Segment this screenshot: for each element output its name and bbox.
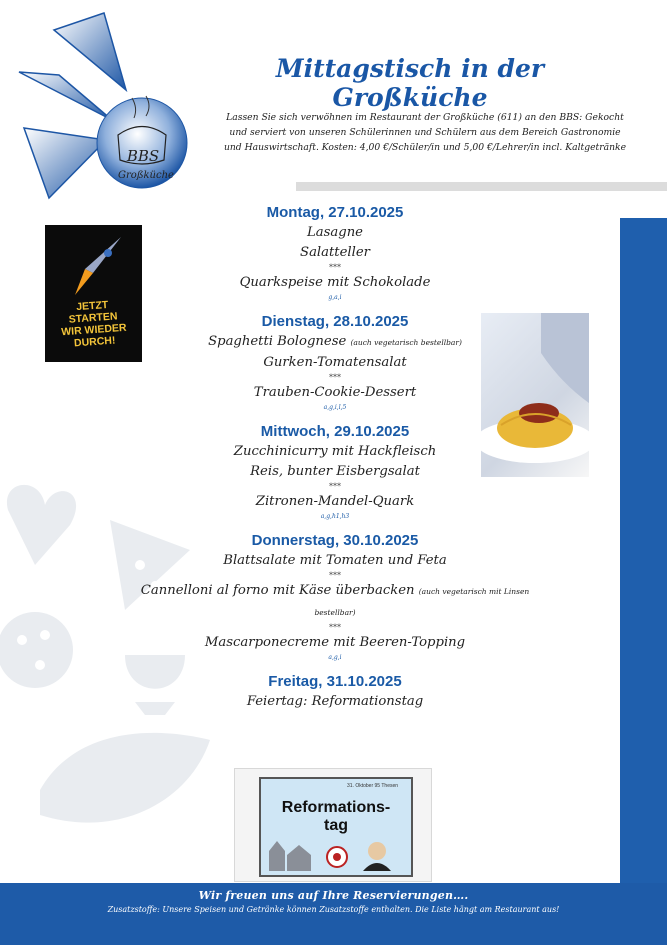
day-friday (120, 673, 550, 712)
additive-codes: a,g,h1,h3 (320, 513, 350, 520)
reformation-sign (259, 777, 413, 877)
side-dish: Reis, bunter Eisbergsalat (250, 464, 420, 479)
weekly-menu (120, 204, 550, 722)
day-tuesday (120, 313, 550, 413)
main-dish-name: Spaghetti Bolognese (208, 334, 347, 349)
main-dish (120, 581, 550, 623)
reformation-word: Reformations- (281, 799, 391, 816)
day-thursday (120, 532, 550, 663)
additive-codes: a,g,i,l,5 (323, 404, 347, 411)
main-dish: Lasagne (307, 225, 363, 240)
cookie-icon (0, 612, 73, 688)
separator: *** (329, 623, 341, 632)
dessert: Zitronen-Mandel-Quark (255, 494, 415, 509)
separator: *** (329, 571, 341, 580)
header-divider (296, 182, 667, 191)
heart-icon (7, 485, 76, 565)
leaf-icon (40, 733, 210, 823)
day-title: Dienstag, 28.10.2025 (261, 313, 409, 330)
day-title: Freitag, 31.10.2025 (268, 673, 402, 690)
reformation-day-image (234, 768, 432, 882)
dish-note: (auch vegetarisch mit Linsen bestellbar) (314, 587, 530, 617)
poster-line: WIR WIEDER (60, 321, 127, 339)
separator: *** (329, 373, 341, 382)
poster-line: DURCH! (73, 334, 116, 350)
day-wednesday (120, 423, 550, 522)
holiday-note: Feiertag: Reformationstag (246, 694, 424, 709)
day-title: Montag, 27.10.2025 (266, 204, 404, 221)
additive-codes: g,a,i (328, 294, 342, 301)
side-accent-bar (620, 218, 667, 883)
page-title: Mittagstisch in der Großküche (275, 54, 545, 112)
main-dish: Zucchinicurry mit Hackfleisch (233, 444, 437, 459)
footer-reservation-text: Wir freuen uns auf Ihre Reservierungen…. (198, 889, 469, 902)
dish-note: (auch vegetarisch bestellbar) (350, 338, 462, 347)
logo-caption: Großküche (118, 170, 174, 181)
additive-codes: a,g,i (328, 654, 342, 661)
intro-text: Lassen Sie sich verwöhnen im Restaurant der Großküche (611) an den BBS: Gekocht und serviert von unseren Schülerinnen und Schülern aus dem Bereich Gastronomie und Hauswirtschaft. Kosten: 4,00 €/Schüler/in und 5,00 €/Lehrer/in incl. Kaltgetränke (223, 112, 627, 153)
separator: *** (329, 482, 341, 491)
reformation-date: 31. Oktober 95 Thesen (347, 783, 399, 789)
starter: Blattsalate mit Tomaten und Feta (223, 553, 447, 568)
poster-line: JETZT (75, 298, 109, 314)
side-dish: Gurken-Tomatensalat (263, 355, 407, 370)
day-monday (120, 204, 550, 303)
dessert: Quarkspeise mit Schokolade (239, 275, 431, 290)
reformation-word: tag (324, 817, 348, 834)
main-dish-name: Cannelloni al forno mit Käse überbacken (140, 583, 415, 598)
dessert: Trauben-Cookie-Dessert (253, 385, 417, 400)
main-dish (120, 332, 550, 353)
day-title: Mittwoch, 29.10.2025 (260, 423, 410, 440)
poster-line: STARTEN (68, 310, 118, 326)
church-and-luther-icon (265, 837, 407, 871)
side-dish: Salatteller (300, 245, 370, 260)
dessert: Mascarponecreme mit Beeren-Topping (204, 635, 466, 650)
day-title: Donnerstag, 30.10.2025 (251, 532, 419, 549)
footer-additives-note: Zusatzstoffe: Unsere Speisen und Getränke können Zusatzstoffe enthalten. Die Liste hängt am Restaurant aus! (107, 905, 560, 914)
separator: *** (329, 263, 341, 272)
logo-letters: BBS (126, 147, 160, 165)
footer (0, 883, 667, 945)
